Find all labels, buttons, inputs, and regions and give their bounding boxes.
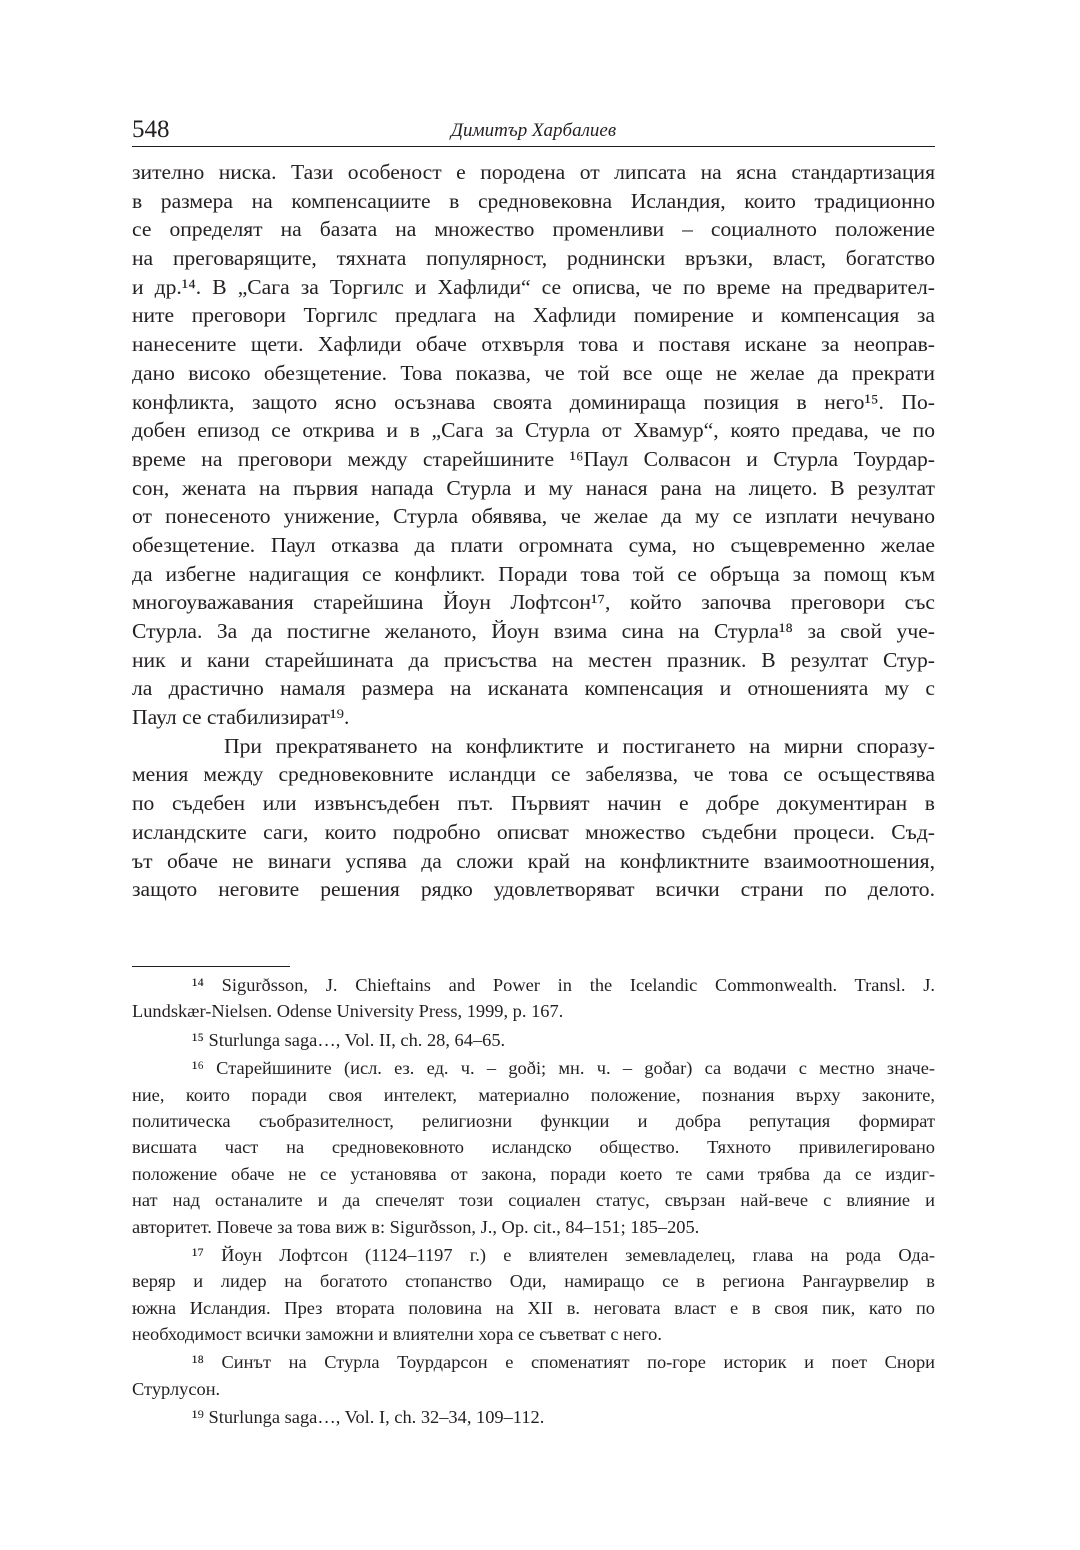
body-line: нанесените щети. Хафлиди обаче отхвърля това и поставя искане за неоправ-	[132, 332, 935, 357]
body-line: време на преговори между старейшините ¹⁶Паул Солвасон и Стурла Тоурдар-	[132, 446, 935, 471]
footnote-line: ние, които поради своя интелект, материално положение, познания върху законите,	[132, 1084, 935, 1105]
footnotes	[132, 972, 935, 1431]
footnote-line: висшата част на средновековното исландско общество. Тяхното привилегировано	[132, 1137, 935, 1158]
footnote-14	[132, 972, 935, 1025]
body-line: ът обаче не винаги успява да сложи край на конфликтните взаимоотношения,	[132, 848, 935, 873]
page-number: 548	[132, 116, 170, 143]
footnote-line: ¹⁴ Sigurðsson, J. Chieftains and Power in the Icelandic Commonwealth. Transl. J.	[192, 975, 935, 995]
body-line: добен епизод се открива и в „Сага за Стурла от Хвамур“, която предава, че по	[132, 418, 935, 443]
footnote-line: политическа съобразителност, религиозни функции и добра репутация формират	[132, 1110, 935, 1131]
body-line: по съдебен или извънсъдебен път. Първият начин е добре документиран в	[132, 791, 935, 816]
footnote-16	[132, 1055, 935, 1240]
body-line: защото неговите решения рядко удовлетворяват всички страни по делото.	[132, 877, 935, 902]
footnote-line: ¹⁹ Sturlunga saga…, Vol. I, ch. 32–34, 109–112.	[192, 1407, 545, 1428]
footnote-line: ¹⁸ Синът на Стурла Тоурдарсон е споменатият по-горе историк и поет Снори	[192, 1352, 935, 1373]
footnote-line: ¹⁵ Sturlunga saga…, Vol. II, ch. 28, 64–65.	[192, 1029, 506, 1050]
body-line: мения между средновековните исландци се забелязва, че това се осъществява	[132, 762, 935, 787]
footnote-line: южна Исландия. През втората половина на XII в. неговата власт е в своя пик, като по	[132, 1297, 935, 1318]
footnote-18	[132, 1349, 935, 1402]
body-line: ник и кани старейшината да присъства на местен празник. В резултат Стур-	[132, 647, 935, 672]
footnote-line: ¹⁷ Йоун Лофтсон (1124–1197 г.) е влиятелен земевладелец, глава на рода Ода-	[192, 1244, 935, 1265]
running-head-author: Димитър Харбалиев	[450, 120, 617, 141]
body-line: и др.¹⁴. В „Сага за Торгилс и Хафлиди“ се описва, че по време на предварител-	[132, 274, 935, 299]
footnote-line: Lundskær-Nielsen. Odense University Press, 1999, p. 167.	[132, 1001, 564, 1022]
running-header	[132, 112, 935, 147]
footnote-line: ¹⁶ Старейшините (исл. ез. ед. ч. – goði; мн. ч. – goðar) са водачи с местно значе-	[192, 1058, 935, 1079]
body-line: исландските саги, които подробно описват множество съдебни процеси. Съд-	[132, 819, 935, 844]
body-line: от понесеното унижение, Стурла обявява, че желае да му се изплати нечувано	[132, 504, 935, 529]
body-line: сон, жената на първия напада Стурла и му нанася рана на лицето. В резултат	[132, 475, 935, 500]
body-line: конфликта, защото ясно осъзнава своята доминираща позиция в него¹⁵. По-	[132, 389, 935, 414]
footnote-line: необходимост всички заможни и влиятелни хора се съветват с него.	[132, 1324, 662, 1345]
body-line: в размера на компенсациите в средновековна Исландия, които традиционно	[132, 188, 935, 213]
body-line: да избегне надигащия се конфликт. Поради това той се обръща за помощ към	[132, 561, 935, 586]
footnote-17	[132, 1242, 935, 1348]
footnote-line: авторитет. Повече за това виж в: Sigurðsson, J., Op. cit., 84–151; 185–205.	[132, 1216, 700, 1237]
body-line: При прекратяването на конфликтите и постигането на мирни споразу-	[224, 733, 935, 758]
footnote-separator	[132, 966, 290, 967]
body-line: на преговарящите, тяхната популярност, роднински връзки, власт, богатство	[132, 246, 935, 271]
footnote-line: положение обаче не се установява от закона, поради което те сами трябва да се издиг-	[132, 1163, 935, 1184]
footnote-line: нат над останалите и да спечелят този социален статус, свързан най-вече с влияние и	[132, 1190, 935, 1211]
footnote-19	[132, 1404, 935, 1430]
body-line: обезщетение. Паул отказва да плати огромната сума, но същевременно желае	[132, 532, 935, 557]
footnote-15	[132, 1027, 935, 1053]
body-line: се определят на базата на множество променливи – социалното положение	[132, 217, 935, 242]
main-text	[132, 158, 935, 904]
body-line: Стурла. За да постигне желаното, Йоун взима сина на Стурла¹⁸ за свой уче-	[132, 619, 935, 643]
body-line: дано високо обезщетение. Това показва, че той все още не желае да прекрати	[132, 360, 935, 385]
body-line: ла драстично намаля размера на исканата компенсация и отношенията му с	[132, 676, 935, 701]
body-line: многоуважавания старейшина Йоун Лофтсон¹⁷, който започва преговори със	[132, 590, 935, 615]
body-line: зително ниска. Тази особеност е породена от липсата на ясна стандартизация	[132, 160, 935, 184]
footnote-line: Стурлусон.	[132, 1378, 221, 1399]
footnote-line: веряр и лидер на богатото стопанство Оди, намиращо се в региона Рангаурвелир в	[132, 1271, 935, 1292]
body-line: Паул се стабилизират¹⁹.	[132, 705, 350, 730]
body-line: ните преговори Торгилс предлага на Хафлиди помирение и компенсация за	[132, 303, 935, 328]
